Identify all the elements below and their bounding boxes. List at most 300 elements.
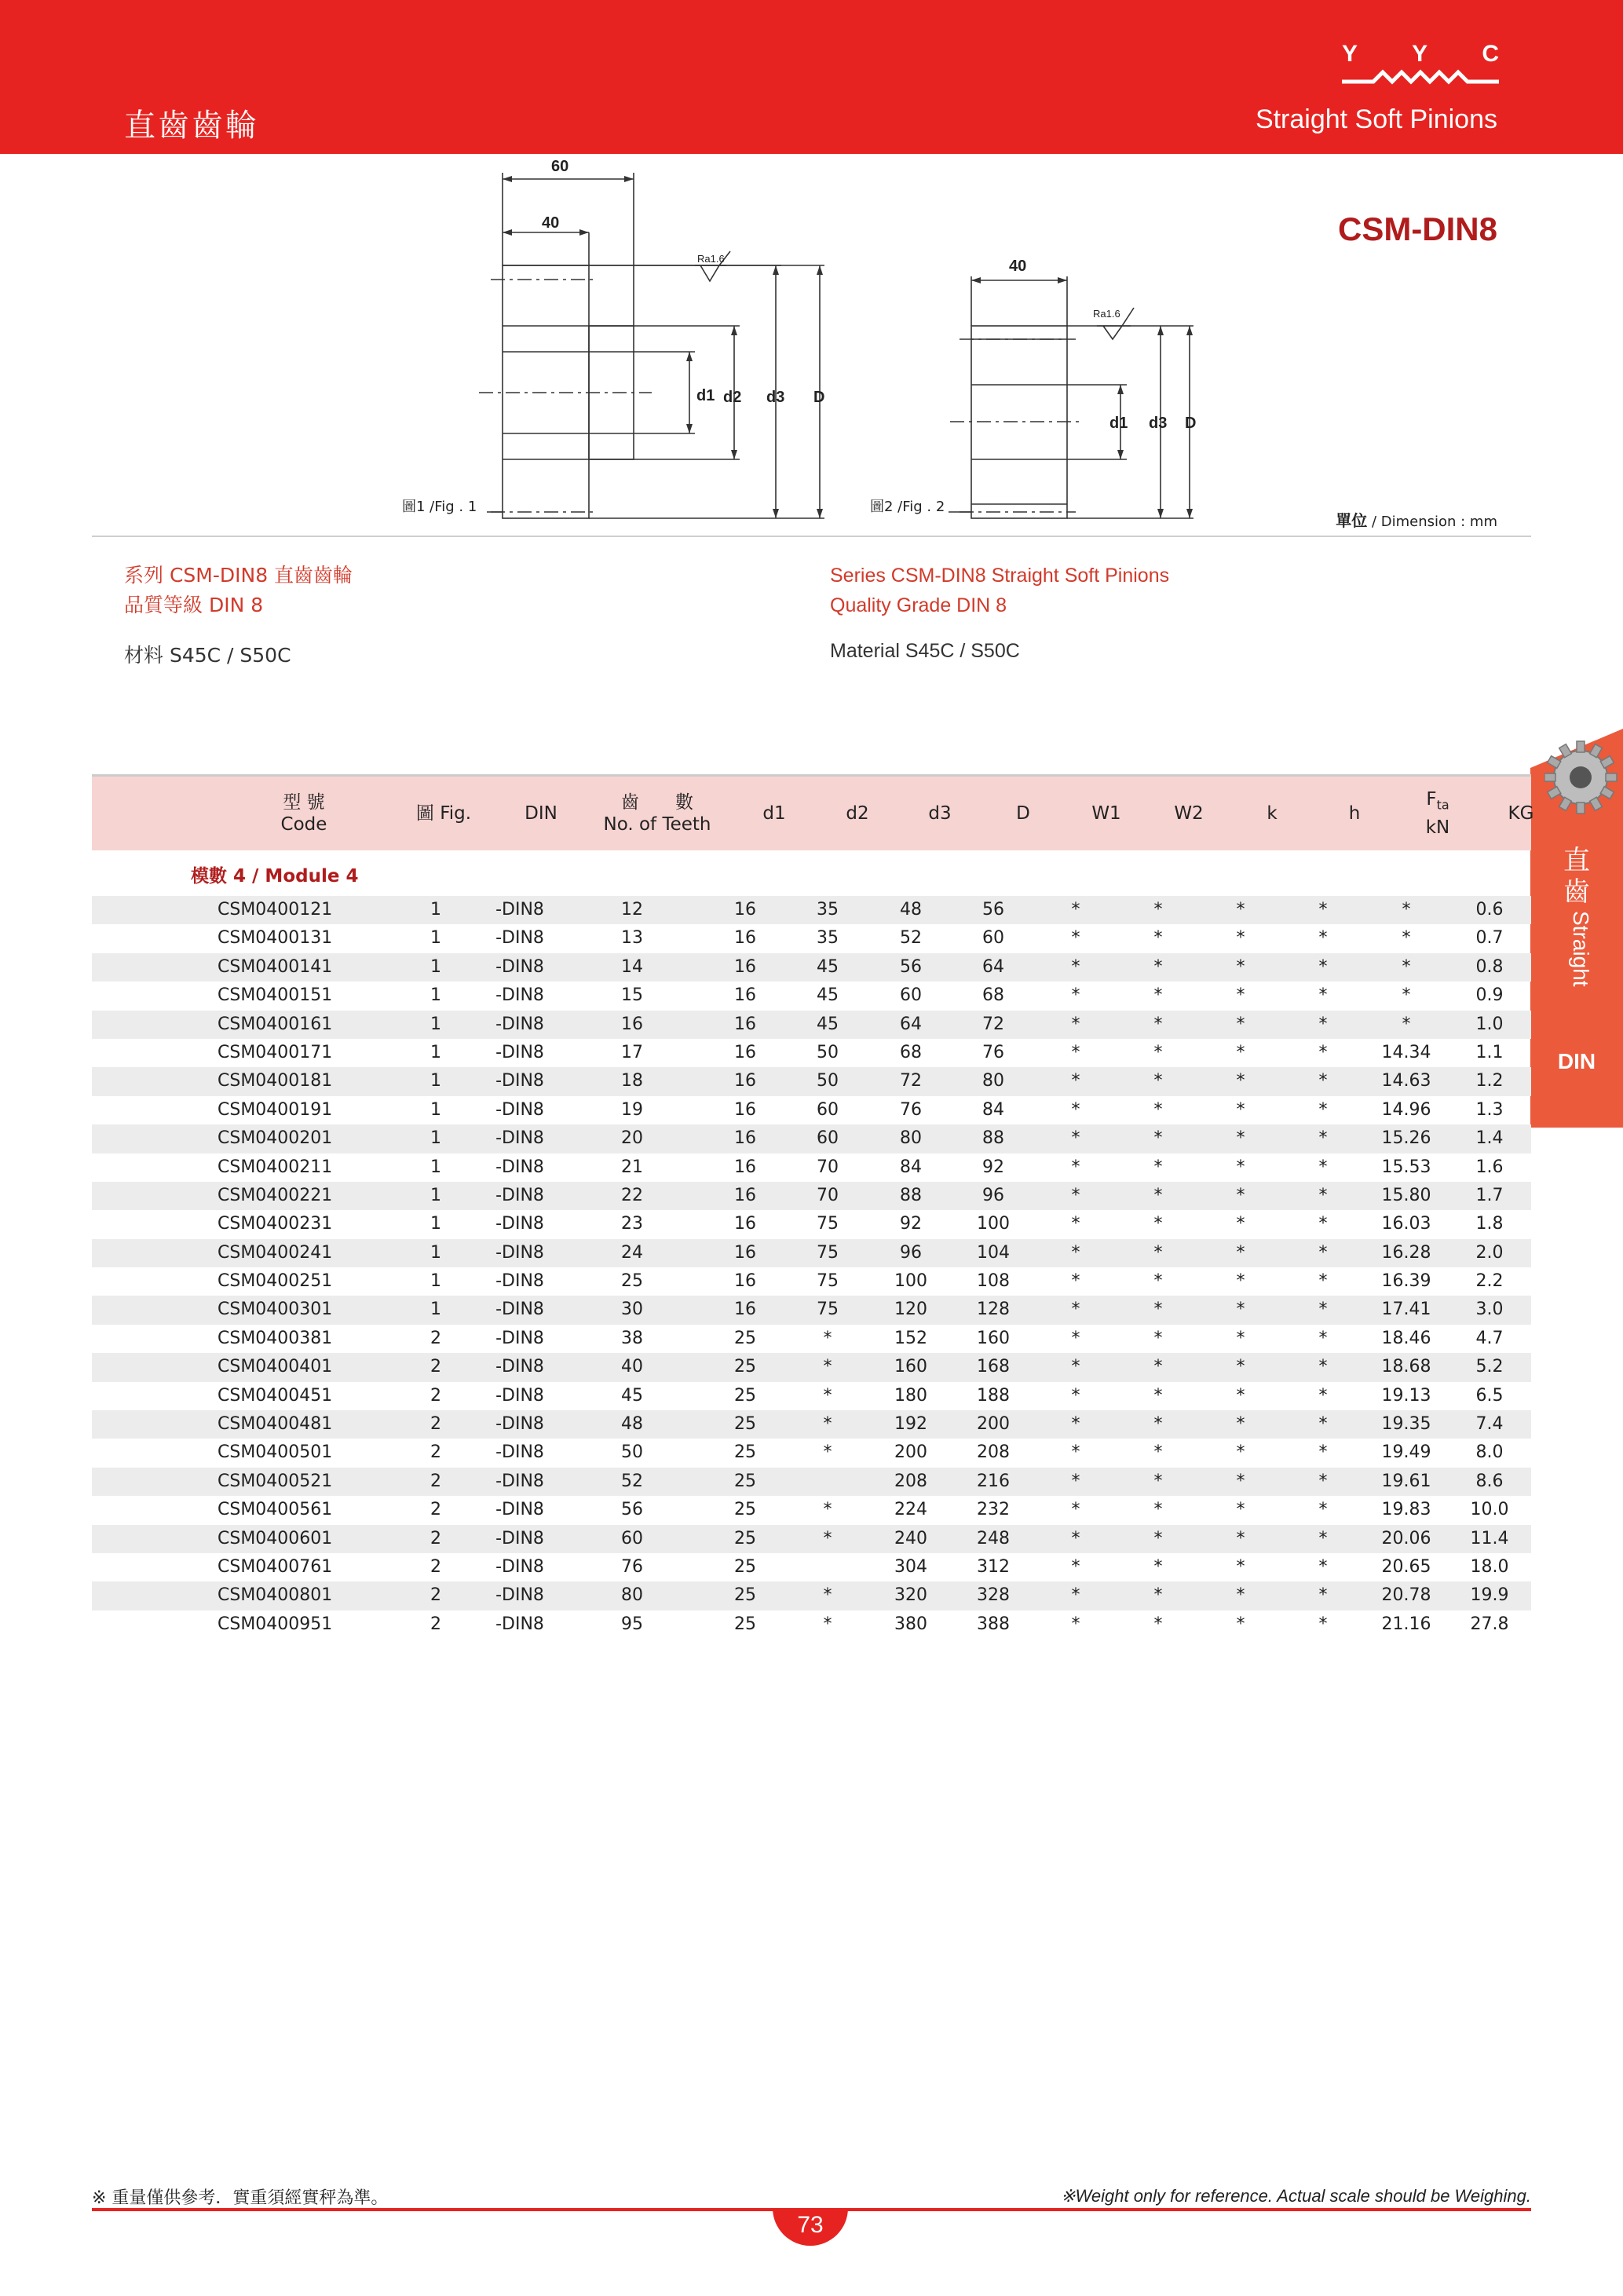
cell-d1: 25 [734,1500,756,1520]
cell-k: * [1236,1614,1245,1634]
dim-40-fig1: 40 [542,214,560,232]
cell-code: CSM0400601 [217,1528,333,1548]
cell-D: 168 [977,1357,1010,1377]
cell-w1: * [1071,1242,1080,1263]
th-k: k [1267,803,1278,824]
cell-fta: * [1402,985,1411,1006]
cell-d3: 96 [900,1242,922,1263]
cell-d2: 35 [817,928,839,949]
cell-D: 232 [977,1500,1010,1520]
cell-w1: * [1071,1214,1080,1234]
label-d1-fig1: d1 [696,387,715,404]
cell-w2: * [1153,1014,1163,1034]
cell-w2: * [1153,1328,1163,1348]
cell-d1: 16 [734,985,756,1006]
cell-h: * [1318,1414,1328,1435]
cell-kg: 8.6 [1475,1471,1504,1491]
divider [92,536,1531,537]
cell-d3: 72 [900,1071,922,1091]
cell-fta: 19.83 [1381,1500,1431,1520]
cell-D: 388 [977,1614,1010,1634]
cell-d1: 25 [734,1585,756,1606]
cell-din: -DIN8 [495,956,544,977]
cell-h: * [1318,1099,1328,1120]
cell-kg: 2.2 [1475,1271,1504,1292]
cell-kg: 10.0 [1470,1500,1509,1520]
cell-d2: 45 [817,1014,839,1034]
cell-k: * [1236,1157,1245,1177]
cell-fig: 2 [430,1471,441,1491]
cell-d1: 25 [734,1357,756,1377]
dim-60: 60 [551,158,569,175]
page-number: 73 [773,2208,848,2246]
cell-code: CSM0400221 [217,1185,333,1205]
cell-w1: * [1071,1585,1080,1606]
cell-fta: 15.26 [1381,1128,1431,1149]
cell-w2: * [1153,1471,1163,1491]
cell-kg: 19.9 [1470,1585,1509,1606]
cell-fta: * [1402,956,1411,977]
cell-kg: 1.2 [1475,1071,1504,1091]
cell-h: * [1318,1300,1328,1320]
cell-k: * [1236,985,1245,1006]
cell-fig: 1 [430,1271,441,1292]
cell-h: * [1318,1157,1328,1177]
table-row [92,1210,1531,1238]
cell-k: * [1236,1556,1245,1577]
cell-D: 100 [977,1214,1010,1234]
cell-d1: 16 [734,1157,756,1177]
cell-kg: 5.2 [1475,1357,1504,1377]
cell-d1: 16 [734,928,756,949]
cell-teeth: 20 [621,1128,643,1149]
table-row [92,1382,1531,1410]
cell-w2: * [1153,1528,1163,1548]
cell-fta: 16.03 [1381,1214,1431,1234]
cell-kg: 8.0 [1475,1442,1504,1463]
cell-fta: 15.53 [1381,1157,1431,1177]
cell-din: -DIN8 [495,985,544,1006]
cell-d3: 48 [900,900,922,919]
cell-din: -DIN8 [495,1385,544,1406]
cell-d3: 68 [900,1042,922,1062]
cell-din: -DIN8 [495,1414,544,1435]
table-header [92,777,1534,850]
cell-kg: 0.8 [1475,956,1504,977]
cell-kg: 0.6 [1475,900,1504,919]
cell-fig: 1 [430,928,441,949]
cell-w2: * [1153,1614,1163,1634]
cell-fta: * [1402,900,1411,919]
table-row [92,896,1531,924]
table-row [92,924,1531,952]
th-teeth: 齒 數 No. of Teeth [603,792,711,835]
cell-k: * [1236,1500,1245,1520]
cell-h: * [1318,1614,1328,1634]
cell-d2: 60 [817,1099,839,1120]
cell-w2: * [1153,1556,1163,1577]
cell-D: 208 [977,1442,1010,1463]
cell-w2: * [1153,1300,1163,1320]
cell-code: CSM0400121 [217,900,333,919]
cell-din: -DIN8 [495,1242,544,1263]
cell-h: * [1318,985,1328,1006]
label-D-fig1: D [813,389,825,406]
cell-h: * [1318,1042,1328,1062]
cell-code: CSM0400171 [217,1042,333,1062]
cell-fig: 1 [430,1214,441,1234]
table-row [92,1353,1531,1381]
table-row [92,1296,1531,1324]
cell-w1: * [1071,1185,1080,1205]
cell-h: * [1318,1071,1328,1091]
cell-code: CSM0400481 [217,1414,333,1435]
cell-w2: * [1153,1042,1163,1062]
cell-kg: 1.6 [1475,1157,1504,1177]
label-D-fig2: D [1185,415,1197,432]
table-row [92,1153,1531,1182]
cell-D: 108 [977,1271,1010,1292]
cell-fta: 20.06 [1381,1528,1431,1548]
cell-code: CSM0400191 [217,1099,333,1120]
cell-d3: 208 [894,1471,927,1491]
cell-fig: 1 [430,985,441,1006]
table-body [92,896,1531,1639]
cell-d1: 16 [734,1042,756,1062]
th-D: D [1016,803,1030,824]
th-d1: d1 [762,803,786,824]
cell-code: CSM0400131 [217,928,333,949]
cell-code: CSM0400801 [217,1585,333,1606]
cell-din: -DIN8 [495,1328,544,1348]
cell-h: * [1318,1214,1328,1234]
cell-d3: 76 [900,1099,922,1120]
material-en: Material S45C / S50C [830,640,1020,662]
cell-d3: 152 [894,1328,927,1348]
cell-d2: 75 [817,1214,839,1234]
cell-fig: 1 [430,1157,441,1177]
cell-d1: 25 [734,1328,756,1348]
cell-w1: * [1071,1442,1080,1463]
cell-h: * [1318,1357,1328,1377]
cell-fta: 17.41 [1381,1300,1431,1320]
cell-fta: 16.28 [1381,1242,1431,1263]
cell-fig: 2 [430,1385,441,1406]
gear-icon [1544,732,1623,818]
cell-w1: * [1071,1157,1080,1177]
cell-w2: * [1153,1585,1163,1606]
cell-din: -DIN8 [495,928,544,949]
cell-din: -DIN8 [495,1614,544,1634]
cell-fig: 1 [430,900,441,919]
cell-fta: 18.68 [1381,1357,1431,1377]
cell-d2 [780,1468,875,1496]
cell-din: -DIN8 [495,1357,544,1377]
cell-D: 80 [982,1071,1004,1091]
cell-fig: 1 [430,1128,441,1149]
cell-din: -DIN8 [495,1099,544,1120]
cell-h: * [1318,1471,1328,1491]
cell-kg: 11.4 [1470,1528,1509,1548]
cell-fig: 1 [430,1071,441,1091]
cell-din: -DIN8 [495,1185,544,1205]
cell-k: * [1236,1585,1245,1606]
cell-w1: * [1071,1500,1080,1520]
cell-D: 84 [982,1099,1004,1120]
cell-h: * [1318,1242,1328,1263]
table-row [92,1124,1531,1153]
cell-w2: * [1153,1157,1163,1177]
cell-code: CSM0400561 [217,1500,333,1520]
cell-d2: 35 [817,900,839,919]
cell-code: CSM0400141 [217,956,333,977]
cell-kg: 0.7 [1475,928,1504,949]
cell-fta: 21.16 [1381,1614,1431,1634]
cell-teeth: 18 [621,1071,643,1091]
th-fig: 圖 Fig. [415,803,472,824]
cell-w1: * [1071,928,1080,949]
cell-w1: * [1071,985,1080,1006]
table-row [92,1610,1531,1639]
cell-d3: 224 [894,1500,927,1520]
cell-teeth: 38 [621,1328,643,1348]
cell-d2: 50 [817,1071,839,1091]
cell-code: CSM0400201 [217,1128,333,1149]
cell-fig: 2 [430,1585,441,1606]
cell-d1: 16 [734,956,756,977]
cell-k: * [1236,1442,1245,1463]
cell-fta: 19.49 [1381,1442,1431,1463]
side-tab-din: DIN [1557,1049,1596,1073]
cell-d3: 84 [900,1157,922,1177]
th-code: 型 號 Code [280,792,327,835]
table-row [92,1468,1531,1496]
cell-din: -DIN8 [495,1300,544,1320]
cell-din: -DIN8 [495,1585,544,1606]
cell-d1: 16 [734,1185,756,1205]
table-row [92,1182,1531,1210]
cell-w2: * [1153,1385,1163,1406]
cell-w1: * [1071,1071,1080,1091]
cell-fig: 2 [430,1528,441,1548]
page-title-cn: 直齒齒輪 [124,108,259,144]
cell-teeth: 17 [621,1042,643,1062]
cell-teeth: 52 [621,1471,643,1491]
table-row [92,1581,1531,1610]
cell-teeth: 60 [621,1528,643,1548]
cell-d3: 200 [894,1442,927,1463]
cell-w2: * [1153,1357,1163,1377]
cell-D: 68 [982,985,1004,1006]
cell-d2: * [823,1414,832,1435]
cell-teeth: 22 [621,1185,643,1205]
cell-fta: * [1402,1014,1411,1034]
dimension-unit: 單位 / Dimension : mm [1336,511,1497,530]
cell-fig: 2 [430,1357,441,1377]
cell-din: -DIN8 [495,900,544,919]
cell-k: * [1236,928,1245,949]
cell-d1: 16 [734,1071,756,1091]
cell-d1: 16 [734,1099,756,1120]
cell-teeth: 80 [621,1585,643,1606]
cell-w1: * [1071,1042,1080,1062]
cell-teeth: 19 [621,1099,643,1120]
brand-logo: Y Y C [1342,41,1499,88]
cell-d2: 60 [817,1128,839,1149]
cell-D: 248 [977,1528,1010,1548]
cell-d2: * [823,1328,832,1348]
cell-w2: * [1153,985,1163,1006]
table-row [92,1239,1531,1267]
cell-d1: 25 [734,1414,756,1435]
cell-D: 200 [977,1414,1010,1435]
cell-k: * [1236,1128,1245,1149]
cell-d2 [780,1553,875,1581]
technical-drawing [0,154,1623,531]
cell-din: -DIN8 [495,1042,544,1062]
cell-d3: 80 [900,1128,922,1149]
cell-teeth: 14 [621,956,643,977]
cell-kg: 4.7 [1475,1328,1504,1348]
cell-w2: * [1153,1442,1163,1463]
cell-w1: * [1071,1328,1080,1348]
cell-fig: 2 [430,1442,441,1463]
cell-din: -DIN8 [495,1271,544,1292]
cell-h: * [1318,1328,1328,1348]
cell-d3: 320 [894,1585,927,1606]
cell-kg: 1.4 [1475,1128,1504,1149]
cell-fta: 19.13 [1381,1385,1431,1406]
cell-kg: 18.0 [1470,1556,1509,1577]
cell-fig: 2 [430,1614,441,1634]
cell-kg: 1.8 [1475,1214,1504,1234]
cell-din: -DIN8 [495,1442,544,1463]
cell-d2: * [823,1614,832,1634]
cell-d1: 25 [734,1442,756,1463]
cell-din: -DIN8 [495,1471,544,1491]
cell-d2: * [823,1357,832,1377]
cell-w2: * [1153,1500,1163,1520]
cell-teeth: 16 [621,1014,643,1034]
cell-d1: 25 [734,1556,756,1577]
cell-h: * [1318,1585,1328,1606]
cell-din: -DIN8 [495,1556,544,1577]
cell-d3: 192 [894,1414,927,1435]
cell-fta: 18.46 [1381,1328,1431,1348]
cell-w1: * [1071,1385,1080,1406]
th-d2: d2 [846,803,869,824]
table-row [92,953,1531,982]
cell-w2: * [1153,1214,1163,1234]
cell-code: CSM0400161 [217,1014,333,1034]
cell-din: -DIN8 [495,1014,544,1034]
cell-fig: 2 [430,1414,441,1435]
label-d3-fig2: d3 [1149,415,1168,432]
cell-k: * [1236,1071,1245,1091]
cell-d2: * [823,1528,832,1548]
cell-d2: * [823,1585,832,1606]
cell-D: 188 [977,1385,1010,1406]
cell-fta: 16.39 [1381,1271,1431,1292]
cell-d2: * [823,1385,832,1406]
cell-w1: * [1071,956,1080,977]
cell-fta: 19.61 [1381,1471,1431,1491]
table-row [92,1553,1531,1581]
cell-d1: 16 [734,1300,756,1320]
cell-teeth: 40 [621,1357,643,1377]
cell-k: * [1236,1185,1245,1205]
cell-fig: 1 [430,1042,441,1062]
cell-k: * [1236,1328,1245,1348]
label-d2-fig1: d2 [723,389,742,406]
cell-d1: 16 [734,1271,756,1292]
cell-kg: 1.7 [1475,1185,1504,1205]
cell-h: * [1318,956,1328,977]
th-h: h [1348,803,1361,824]
cell-kg: 1.0 [1475,1014,1504,1034]
cell-k: * [1236,1357,1245,1377]
cell-teeth: 12 [621,900,643,919]
roughness-fig1: Ra1.6 [697,253,725,265]
cell-din: -DIN8 [495,1528,544,1548]
cell-teeth: 15 [621,985,643,1006]
cell-D: 216 [977,1471,1010,1491]
cell-d2: 70 [817,1157,839,1177]
cell-D: 76 [982,1042,1004,1062]
cell-fta: 14.63 [1381,1071,1431,1091]
cell-code: CSM0400151 [217,985,333,1006]
cell-teeth: 56 [621,1500,643,1520]
cell-d3: 60 [900,985,922,1006]
th-d3: d3 [928,803,952,824]
cell-h: * [1318,1556,1328,1577]
cell-code: CSM0400761 [217,1556,333,1577]
cell-d2: 45 [817,956,839,977]
table-row [92,1267,1531,1296]
cell-k: * [1236,1385,1245,1406]
cell-fig: 1 [430,956,441,977]
table-row [92,1439,1531,1467]
cell-w1: * [1071,900,1080,919]
cell-k: * [1236,956,1245,977]
cell-d2: 75 [817,1271,839,1292]
cell-kg: 2.0 [1475,1242,1504,1263]
cell-w2: * [1153,1414,1163,1435]
module-label: 模數 4 / Module 4 [191,866,359,887]
cell-d3: 240 [894,1528,927,1548]
cell-D: 128 [977,1300,1010,1320]
material-cn: 材料 S45C / S50C [124,644,291,667]
cell-h: * [1318,928,1328,949]
cell-w2: * [1153,1185,1163,1205]
cell-k: * [1236,1528,1245,1548]
cell-d1: 16 [734,1128,756,1149]
cell-din: -DIN8 [495,1214,544,1234]
cell-teeth: 23 [621,1214,643,1234]
cell-teeth: 21 [621,1157,643,1177]
cell-fig: 1 [430,1300,441,1320]
cell-w1: * [1071,1471,1080,1491]
cell-k: * [1236,1471,1245,1491]
cell-w2: * [1153,956,1163,977]
table-row [92,1496,1531,1524]
cell-code: CSM0400211 [217,1157,333,1177]
cell-w2: * [1153,1099,1163,1120]
cell-w1: * [1071,1271,1080,1292]
cell-fta: 19.35 [1381,1414,1431,1435]
cell-D: 88 [982,1128,1004,1149]
cell-d2: 75 [817,1300,839,1320]
